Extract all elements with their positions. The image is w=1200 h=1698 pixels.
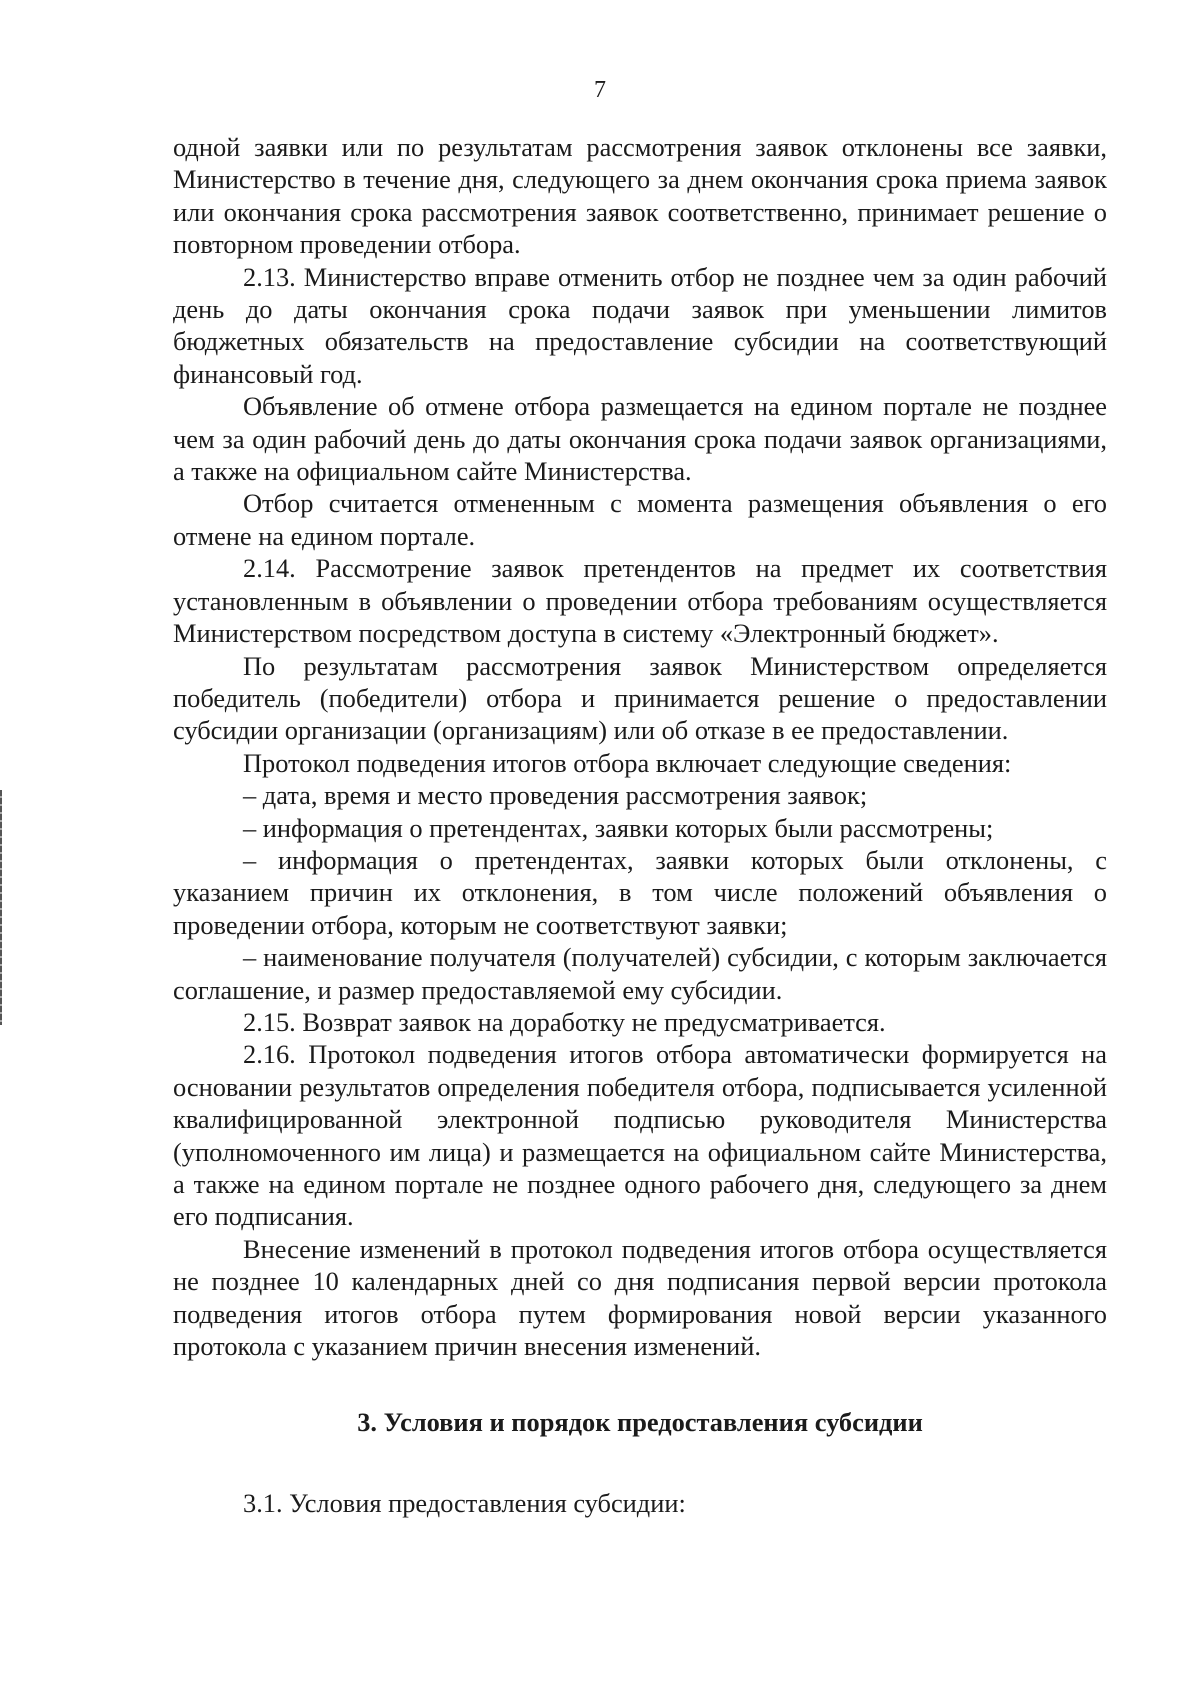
paragraph-3-1: 3.1. Условия предоставления субсидии: [243, 1487, 686, 1518]
list-item: – информация о претендентах, заявки которых были отклонены, с указанием причин их отклонения, в том числе положений объявления о проведении отбора, которым не соответствуют заявки; [173, 844, 1107, 940]
paragraph-2-16: 2.16. Протокол подведения итогов отбора автоматически формируется на основании результатов определения победителя отбора, подписывается усиленной квалифицированной электронной подписью руководителя Министерства (уполномоченного им лица) и размещается на официальном сайте Министерства, а также на едином портале не позднее одного рабочего дня, следующего за днем его подписания. [173, 1039, 1107, 1232]
paragraph: Объявление об отмене отбора размещается на едином портале не позднее чем за один рабочий день до даты окончания срока подачи заявок организациями, а также на официальном сайте Министерства. [173, 391, 1107, 487]
section-heading: 3. Условия и порядок предоставления субсидии [357, 1407, 923, 1438]
paragraph: Отбор считается отмененным с момента размещения объявления о его отмене на едином портале. [173, 488, 1107, 551]
paragraph: Внесение изменений в протокол подведения итогов отбора осуществляется не позднее 10 календарных дней со дня подписания первой версии протокола подведения итогов отбора путем формирования новой версии указанного протокола с указанием причин внесения изменений. [173, 1233, 1107, 1362]
paragraph-2-15: 2.15. Возврат заявок на доработку не предусматривается. [243, 1006, 886, 1037]
document-body [173, 131, 1107, 1519]
list-item: – информация о претендентах, заявки которых были рассмотрены; [243, 812, 994, 843]
paragraph-2-14: 2.14. Рассмотрение заявок претендентов на предмет их соответствия установленным в объявлении о проведении отбора требованиям осуществляется Министерством посредством доступа в систему «Электронный бюджет». [173, 553, 1107, 649]
list-item: – наименование получателя (получателей) субсидии, с которым заключается соглашение, и размер предоставляемой ему субсидии. [173, 942, 1107, 1005]
paragraph: одной заявки или по результатам рассмотрения заявок отклонены все заявки, Министерство в течение дня, следующего за днем окончания срока приема заявок или окончания срока рассмотрения заявок соответственно, принимает решение о повторном проведении отбора. [173, 132, 1107, 260]
page-number: 7 [594, 77, 606, 103]
scan-edge-artifact [0, 790, 2, 1025]
paragraph-2-13: 2.13. Министерство вправе отменить отбор не позднее чем за один рабочий день до даты окончания срока подачи заявок при уменьшении лимитов бюджетных обязательств на предоставление субсидии на соответствующий финансовый год. [173, 261, 1107, 389]
paragraph: Протокол подведения итогов отбора включает следующие сведения: [243, 747, 1012, 778]
paragraph: По результатам рассмотрения заявок Министерством определяется победитель (победители) отбора и принимается решение о предоставлении субсидии организации (организациям) или об отказе в ее предоставлении. [173, 650, 1107, 746]
list-item: – дата, время и место проведения рассмотрения заявок; [243, 780, 868, 811]
